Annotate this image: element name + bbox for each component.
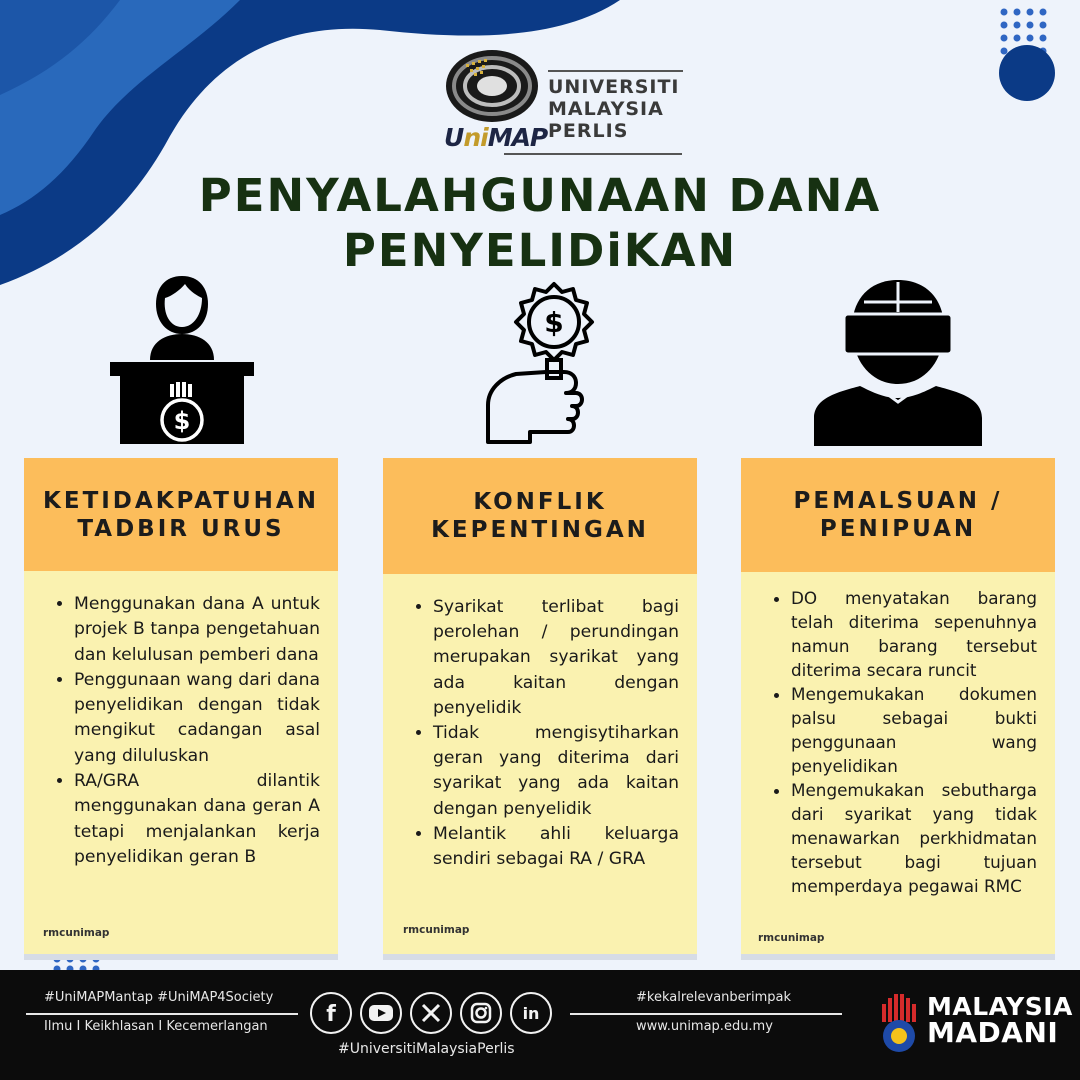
- footer-motto: Ilmu I Keikhlasan I Kecemerlangan: [44, 1019, 268, 1034]
- svg-text:$: $: [544, 306, 564, 339]
- logo-divider: [504, 153, 682, 155]
- footer-hashtag-right: #kekalrelevanberimpak: [636, 990, 792, 1005]
- person-at-desk-money-icon: [110, 272, 254, 446]
- footer-hashtag-university: #UniversitiMalaysiaPerlis: [338, 1041, 515, 1057]
- social-handle: rmcunimap: [43, 927, 110, 939]
- linkedin-icon[interactable]: [510, 992, 552, 1034]
- footer-bar: [0, 970, 1080, 1080]
- malaysia-madani-wordmark: MALAYSIA MADANI: [927, 992, 1073, 1049]
- footer-website[interactable]: www.unimap.edu.my: [636, 1019, 773, 1034]
- list-item: • RA/GRA dilantik menggunakan dana geran A tetapi menjalankan kerja penyelidikan geran B: [74, 769, 320, 870]
- social-handle: rmcunimap: [758, 932, 825, 944]
- unimap-emblem-icon: [444, 44, 544, 126]
- card-pemalsuan: [741, 458, 1055, 954]
- card-konflik: [383, 458, 697, 954]
- university-name: UNIVERSITI MALAYSIA PERLIS: [548, 76, 680, 142]
- list-item: • Mengemukakan dokumen palsu sebagai bukti penggunaan wang penyelidikan: [791, 682, 1037, 778]
- malaysia-madani-logo-icon: [878, 990, 922, 1058]
- unimap-logo: [444, 44, 689, 159]
- instagram-icon[interactable]: [460, 992, 502, 1034]
- facebook-icon[interactable]: [310, 992, 352, 1034]
- card-list: [24, 571, 338, 870]
- svg-text:$: $: [173, 407, 191, 435]
- x-icon[interactable]: [410, 992, 452, 1034]
- footer-divider: [26, 1013, 298, 1015]
- card-heading: KETIDAKPATUHAN TADBIR URUS: [24, 458, 338, 571]
- svg-text:f: f: [326, 1002, 336, 1024]
- card-ketidakpatuhan: [24, 458, 338, 954]
- list-item: • Syarikat terlibat bagi perolehan / perundingan merupakan syarikat yang ada kaitan dengan penyelidik: [433, 595, 679, 721]
- card-list: [383, 574, 697, 872]
- hand-holding-money-badge-icon: [480, 280, 600, 448]
- masked-person-icon: [814, 280, 982, 446]
- card-heading: PEMALSUAN / PENIPUAN: [741, 458, 1055, 572]
- list-item: • Penggunaan wang dari dana penyelidikan dengan tidak mengikut cadangan asal yang diluluskan: [74, 668, 320, 769]
- social-handle: rmcunimap: [403, 924, 470, 936]
- list-item: • Menggunakan dana A untuk projek B tanpa pengetahuan dan kelulusan pemberi dana: [74, 592, 320, 668]
- footer-hashtags: #UniMAPMantap #UniMAP4Society: [44, 990, 274, 1005]
- logo-divider: [548, 70, 683, 72]
- decorative-dots-top-right: [998, 6, 1058, 106]
- youtube-icon[interactable]: [360, 992, 402, 1034]
- page-title: PENYALAHGUNAAN DANA PENYELIDiKAN: [198, 169, 882, 277]
- card-heading: KONFLIK KEPENTINGAN: [383, 458, 697, 574]
- list-item: • Mengemukakan sebutharga dari syarikat yang tidak menawarkan perkhidmatan tersebut bagi tujuan memperdaya pegawai RMC: [791, 778, 1037, 898]
- footer-divider: [570, 1013, 842, 1015]
- svg-text:in: in: [522, 1004, 540, 1023]
- unimap-wordmark: UniMAP: [444, 123, 548, 152]
- list-item: • Melantik ahli keluarga sendiri sebagai RA / GRA: [433, 822, 679, 872]
- list-item: • Tidak mengisytiharkan geran yang diterima dari syarikat yang ada kaitan dengan penyelidik: [433, 721, 679, 822]
- card-list: [741, 572, 1055, 898]
- list-item: • DO menyatakan barang telah diterima sepenuhnya namun barang tersebut diterima secara runcit: [791, 586, 1037, 682]
